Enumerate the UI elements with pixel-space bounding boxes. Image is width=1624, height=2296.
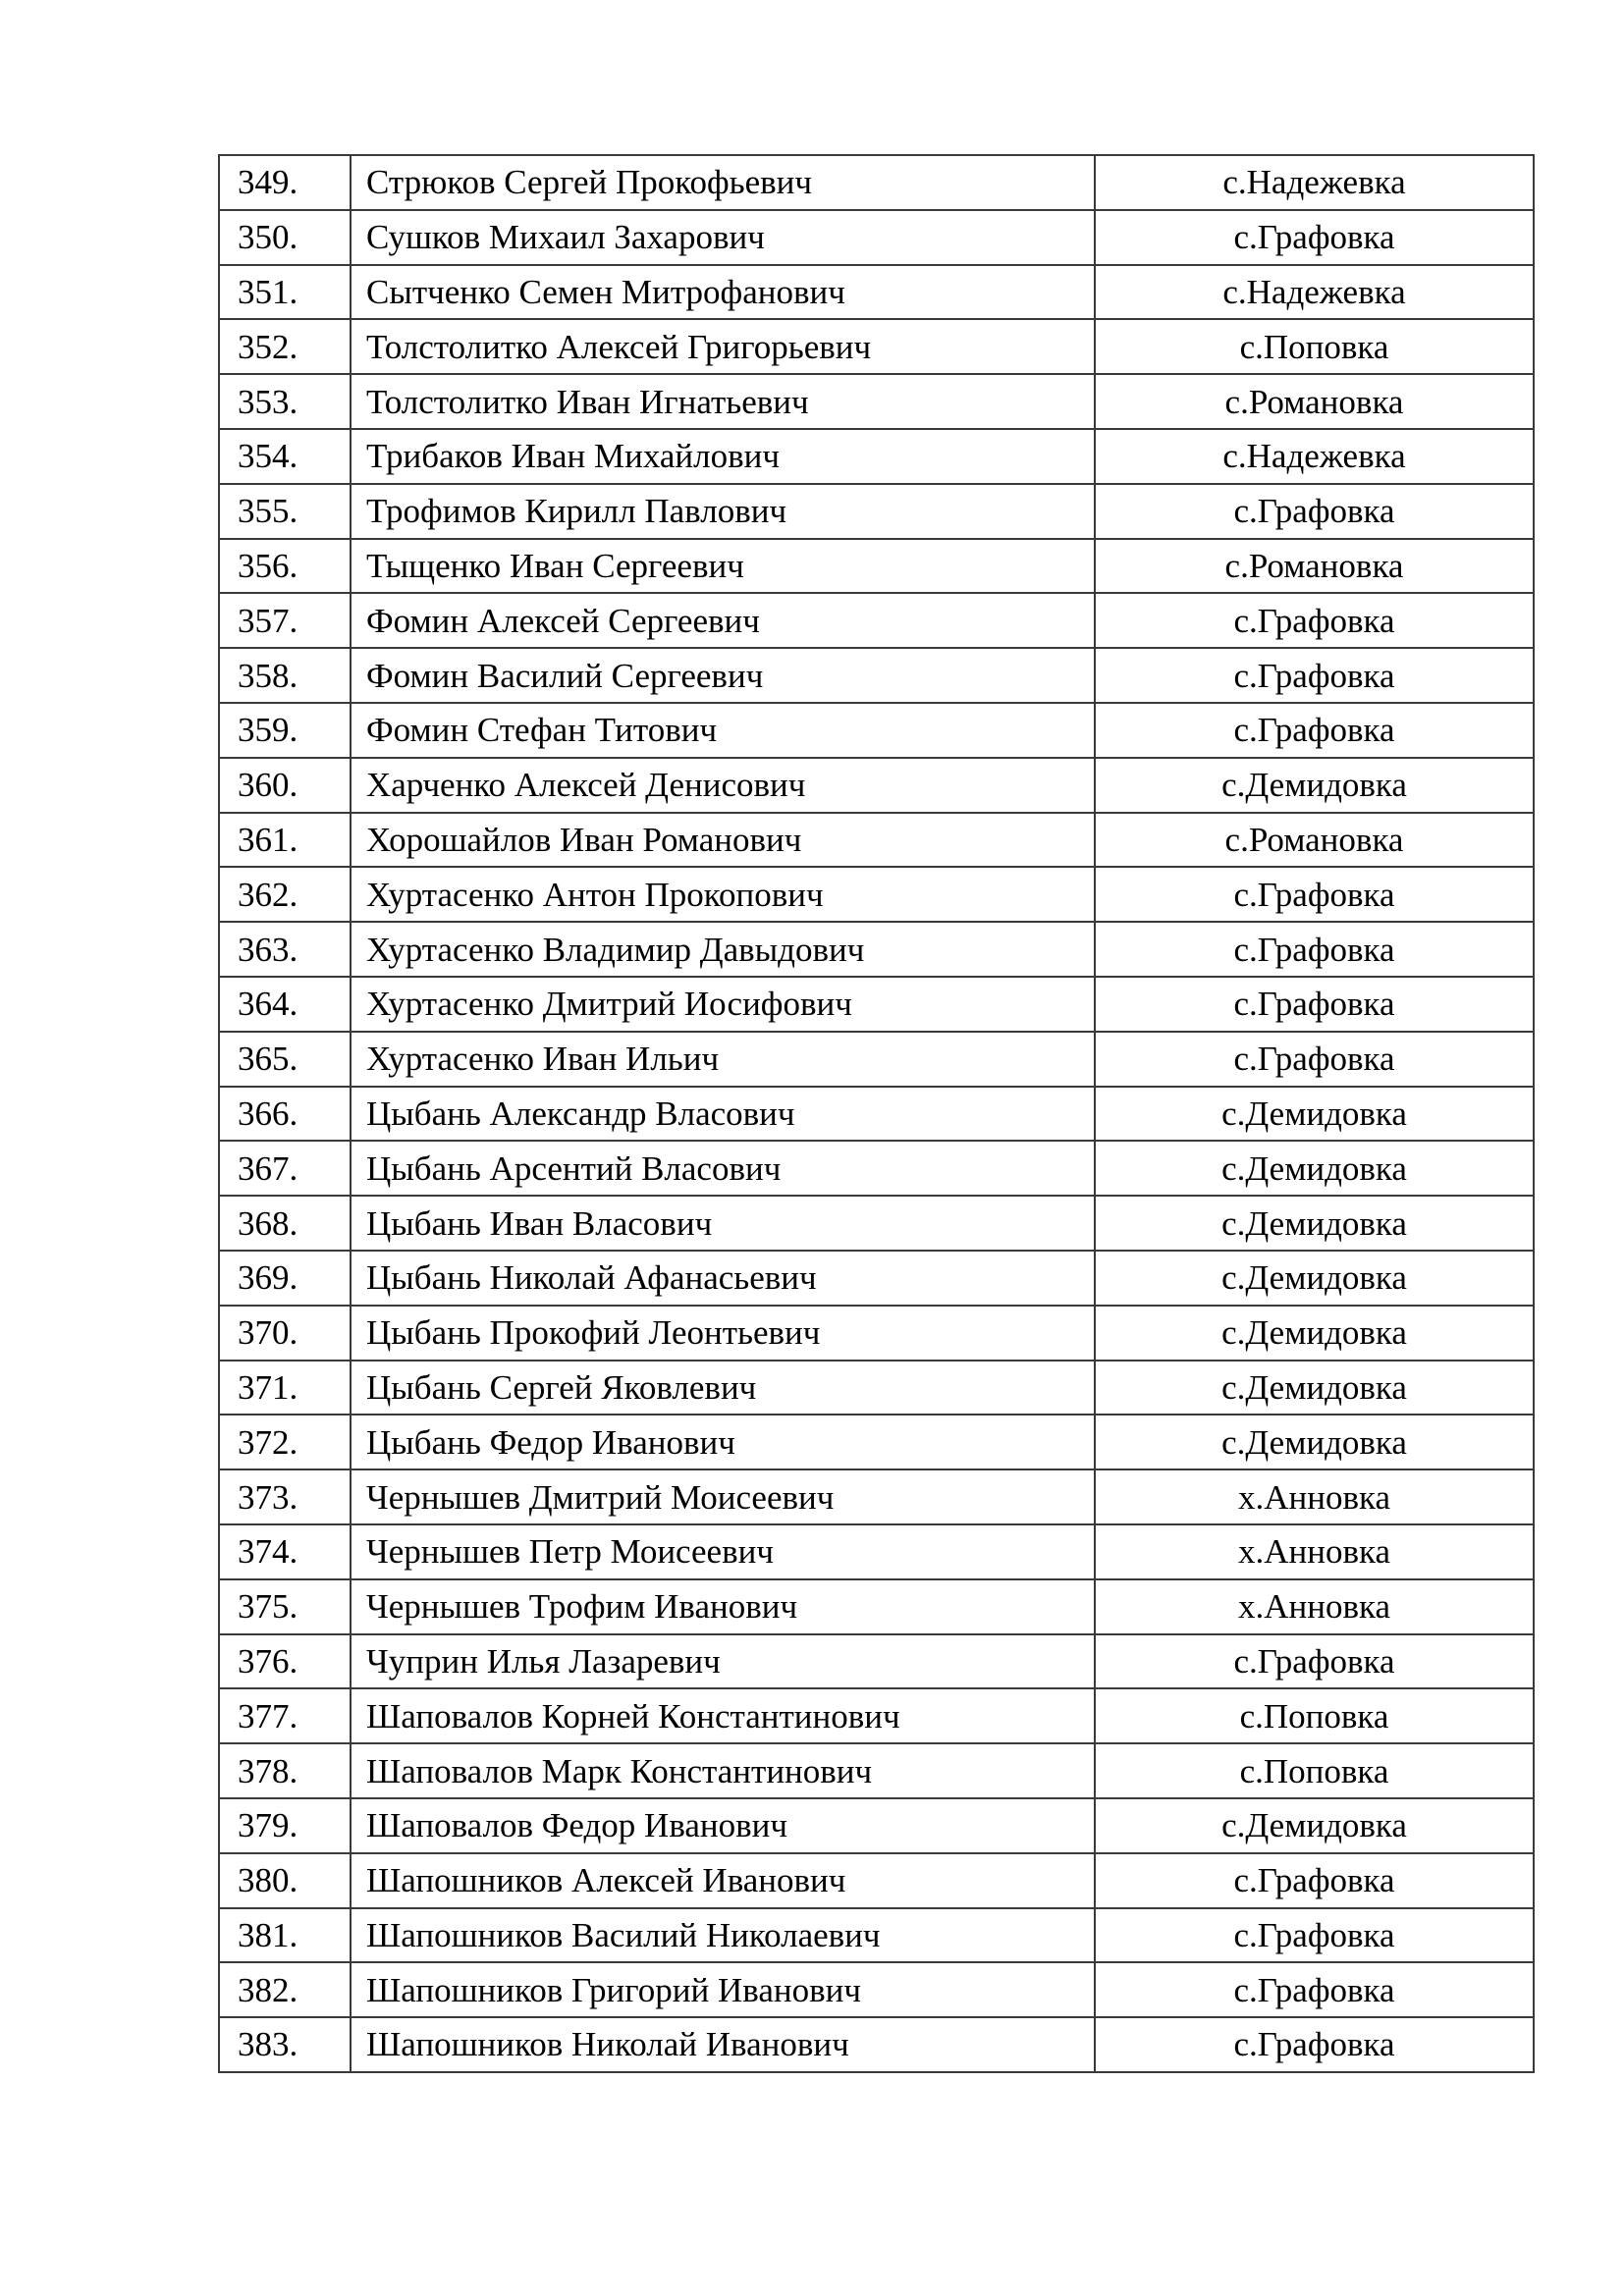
person-name: Цыбань Прокофий Леонтьевич (351, 1306, 1095, 1361)
person-name: Шаповалов Марк Константинович (351, 1743, 1095, 1798)
person-name: Хорошайлов Иван Романович (351, 813, 1095, 868)
village-name: с.Демидовка (1095, 1196, 1534, 1251)
village-name: с.Романовка (1095, 813, 1534, 868)
table-row (219, 1469, 1534, 1524)
person-name: Цыбань Федор Иванович (351, 1415, 1095, 1469)
row-number: 349. (219, 155, 351, 210)
village-name: с.Графовка (1095, 484, 1534, 539)
person-name: Шаповалов Корней Константинович (351, 1688, 1095, 1743)
person-name: Шапошников Григорий Иванович (351, 1962, 1095, 2017)
village-name: с.Надежевка (1095, 429, 1534, 484)
person-name: Трофимов Кирилл Павлович (351, 484, 1095, 539)
village-name: х.Анновка (1095, 1524, 1534, 1579)
person-name: Тыщенко Иван Сергеевич (351, 539, 1095, 594)
person-name: Чернышев Дмитрий Моисеевич (351, 1469, 1095, 1524)
table-row (219, 2017, 1534, 2072)
village-name: с.Поповка (1095, 1688, 1534, 1743)
village-name: с.Графовка (1095, 922, 1534, 977)
person-name: Сушков Михаил Захарович (351, 210, 1095, 265)
row-number: 358. (219, 648, 351, 703)
row-number: 366. (219, 1087, 351, 1142)
table-row (219, 210, 1534, 265)
village-name: с.Графовка (1095, 2017, 1534, 2072)
village-name: с.Графовка (1095, 1908, 1534, 1963)
table-row (219, 1962, 1534, 2017)
village-name: х.Анновка (1095, 1579, 1534, 1634)
person-name: Цыбань Иван Власович (351, 1196, 1095, 1251)
table-row (219, 265, 1534, 320)
village-name: с.Демидовка (1095, 1415, 1534, 1469)
table-row (219, 922, 1534, 977)
table-row (219, 703, 1534, 758)
row-number: 355. (219, 484, 351, 539)
row-number: 352. (219, 319, 351, 374)
village-name: с.Демидовка (1095, 1087, 1534, 1142)
row-number: 356. (219, 539, 351, 594)
person-name: Толстолитко Иван Игнатьевич (351, 374, 1095, 429)
person-name: Цыбань Арсентий Власович (351, 1141, 1095, 1196)
village-name: с.Демидовка (1095, 1251, 1534, 1306)
person-name: Хуртасенко Владимир Давыдович (351, 922, 1095, 977)
row-number: 367. (219, 1141, 351, 1196)
row-number: 382. (219, 1962, 351, 2017)
village-name: с.Графовка (1095, 210, 1534, 265)
table-row (219, 319, 1534, 374)
table-row (219, 1361, 1534, 1415)
row-number: 353. (219, 374, 351, 429)
table-row (219, 1415, 1534, 1469)
row-number: 363. (219, 922, 351, 977)
table-row (219, 539, 1534, 594)
table-row (219, 484, 1534, 539)
person-name: Хуртасенко Антон Прокопович (351, 867, 1095, 922)
row-number: 376. (219, 1634, 351, 1689)
table-row (219, 1634, 1534, 1689)
table-row (219, 1743, 1534, 1798)
village-name: с.Надежевка (1095, 265, 1534, 320)
person-name: Сытченко Семен Митрофанович (351, 265, 1095, 320)
village-name: с.Демидовка (1095, 1141, 1534, 1196)
village-name: с.Демидовка (1095, 1306, 1534, 1361)
row-number: 375. (219, 1579, 351, 1634)
table-row (219, 867, 1534, 922)
village-name: с.Демидовка (1095, 758, 1534, 813)
table-row (219, 1306, 1534, 1361)
row-number: 354. (219, 429, 351, 484)
table-row (219, 1908, 1534, 1963)
person-name: Цыбань Александр Власович (351, 1087, 1095, 1142)
row-number: 362. (219, 867, 351, 922)
person-name: Чернышев Трофим Иванович (351, 1579, 1095, 1634)
person-name: Цыбань Николай Афанасьевич (351, 1251, 1095, 1306)
row-number: 370. (219, 1306, 351, 1361)
person-name: Шапошников Николай Иванович (351, 2017, 1095, 2072)
table-row (219, 1524, 1534, 1579)
village-name: с.Графовка (1095, 977, 1534, 1032)
table-row (219, 1798, 1534, 1853)
row-number: 373. (219, 1469, 351, 1524)
village-name: с.Графовка (1095, 703, 1534, 758)
person-name: Шаповалов Федор Иванович (351, 1798, 1095, 1853)
table-row (219, 1853, 1534, 1908)
table-row (219, 648, 1534, 703)
row-number: 365. (219, 1032, 351, 1087)
row-number: 379. (219, 1798, 351, 1853)
village-name: с.Графовка (1095, 1032, 1534, 1087)
table-row (219, 1032, 1534, 1087)
village-name: с.Романовка (1095, 539, 1534, 594)
row-number: 383. (219, 2017, 351, 2072)
table-row (219, 429, 1534, 484)
row-number: 350. (219, 210, 351, 265)
table-row (219, 374, 1534, 429)
row-number: 377. (219, 1688, 351, 1743)
village-name: с.Поповка (1095, 319, 1534, 374)
village-name: с.Графовка (1095, 1962, 1534, 2017)
village-name: с.Романовка (1095, 374, 1534, 429)
row-number: 369. (219, 1251, 351, 1306)
row-number: 368. (219, 1196, 351, 1251)
village-name: с.Графовка (1095, 1853, 1534, 1908)
village-name: с.Графовка (1095, 1634, 1534, 1689)
village-name: с.Демидовка (1095, 1798, 1534, 1853)
table-row (219, 1087, 1534, 1142)
person-name: Шапошников Василий Николаевич (351, 1908, 1095, 1963)
row-number: 380. (219, 1853, 351, 1908)
table-row (219, 1688, 1534, 1743)
table-row (219, 1196, 1534, 1251)
row-number: 361. (219, 813, 351, 868)
person-name: Хуртасенко Иван Ильич (351, 1032, 1095, 1087)
person-name: Фомин Василий Сергеевич (351, 648, 1095, 703)
person-name: Цыбань Сергей Яковлевич (351, 1361, 1095, 1415)
person-name: Шапошников Алексей Иванович (351, 1853, 1095, 1908)
row-number: 360. (219, 758, 351, 813)
row-number: 359. (219, 703, 351, 758)
table-body (219, 155, 1534, 2072)
table-row (219, 977, 1534, 1032)
village-name: с.Графовка (1095, 867, 1534, 922)
row-number: 378. (219, 1743, 351, 1798)
person-name: Стрюков Сергей Прокофьевич (351, 155, 1095, 210)
village-name: с.Демидовка (1095, 1361, 1534, 1415)
row-number: 351. (219, 265, 351, 320)
table-row (219, 593, 1534, 648)
village-name: с.Поповка (1095, 1743, 1534, 1798)
row-number: 364. (219, 977, 351, 1032)
person-name: Фомин Стефан Титович (351, 703, 1095, 758)
person-name: Хуртасенко Дмитрий Иосифович (351, 977, 1095, 1032)
village-name: с.Графовка (1095, 593, 1534, 648)
village-name: х.Анновка (1095, 1469, 1534, 1524)
person-name: Толстолитко Алексей Григорьевич (351, 319, 1095, 374)
person-name: Фомин Алексей Сергеевич (351, 593, 1095, 648)
row-number: 371. (219, 1361, 351, 1415)
table-row (219, 1141, 1534, 1196)
person-name: Чернышев Петр Моисеевич (351, 1524, 1095, 1579)
table-row (219, 758, 1534, 813)
names-table (218, 154, 1535, 2073)
table-row (219, 155, 1534, 210)
table-row (219, 1579, 1534, 1634)
person-name: Харченко Алексей Денисович (351, 758, 1095, 813)
village-name: с.Графовка (1095, 648, 1534, 703)
table-row (219, 813, 1534, 868)
row-number: 357. (219, 593, 351, 648)
person-name: Трибаков Иван Михайлович (351, 429, 1095, 484)
row-number: 381. (219, 1908, 351, 1963)
person-name: Чуприн Илья Лазаревич (351, 1634, 1095, 1689)
village-name: с.Надежевка (1095, 155, 1534, 210)
row-number: 372. (219, 1415, 351, 1469)
table-row (219, 1251, 1534, 1306)
row-number: 374. (219, 1524, 351, 1579)
